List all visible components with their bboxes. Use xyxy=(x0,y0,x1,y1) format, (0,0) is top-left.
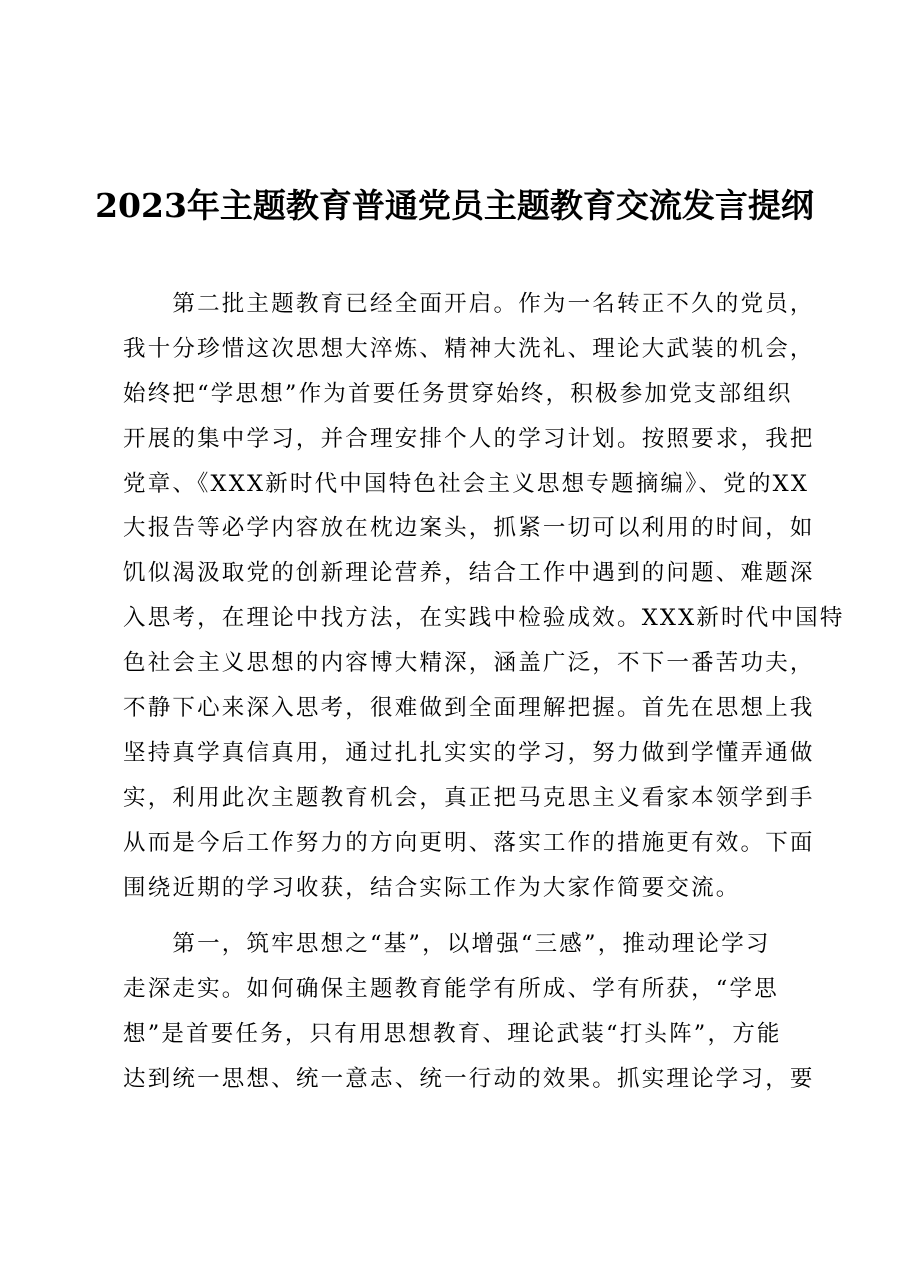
body-line: 色社会主义思想的内容博大精深，涵盖广泛，不下一番苦功夫， xyxy=(123,650,815,677)
body-line: 开展的集中学习，并合理安排个人的学习计划。按照要求，我把 xyxy=(123,425,815,452)
body-line: 饥似渴汲取党的创新理论营养，结合工作中遇到的问题、难题深 xyxy=(123,560,815,587)
body-line: 我十分珍惜这次思想大淬炼、精神大洗礼、理论大武装的机会， xyxy=(123,335,815,362)
body-line: 大报告等必学内容放在枕边案头，抓紧一切可以利用的时间，如 xyxy=(123,515,815,542)
body-line: 党章、《XXX新时代中国特色社会主义思想专题摘编》、党的XX xyxy=(123,470,810,497)
body-line: 第一，筑牢思想之“基”，以增强“三感”，推动理论学习 xyxy=(123,931,771,958)
body-line: 围绕近期的学习收获，结合实际工作为大家作简要交流。 xyxy=(123,874,741,901)
body-line: 不静下心来深入思考，很难做到全面理解把握。首先在思想上我 xyxy=(123,695,815,722)
body-line: 第二批主题教育已经全面开启。作为一名转正不久的党员， xyxy=(123,291,815,317)
document-body xyxy=(123,282,845,1102)
body-line: 走深走实。如何确保主题教育能学有所成、学有所获，“学思 xyxy=(123,976,779,1003)
body-line: 始终把“学思想”作为首要任务贯穿始终，积极参加党支部组织 xyxy=(123,380,793,407)
body-line: 从而是今后工作努力的方向更明、落实工作的措施更有效。下面 xyxy=(123,829,815,856)
paragraph-gap xyxy=(123,910,823,922)
body-line: 想”是首要任务，只有用思想教育、理论武装“打头阵”，方能 xyxy=(123,1021,782,1048)
document-title: 2023年主题教育普通党员主题教育交流发言提纲 xyxy=(95,186,814,225)
body-line: 入思考，在理论中找方法，在实践中检验成效。XXX新时代中国特 xyxy=(123,605,845,632)
body-line: 达到统一思想、统一意志、统一行动的效果。抓实理论学习，要 xyxy=(123,1066,815,1093)
body-line: 实，利用此次主题教育机会，真正把马克思主义看家本领学到手 xyxy=(123,784,815,811)
body-line: 坚持真学真信真用，通过扎扎实实的学习，努力做到学懂弄通做 xyxy=(123,739,815,766)
